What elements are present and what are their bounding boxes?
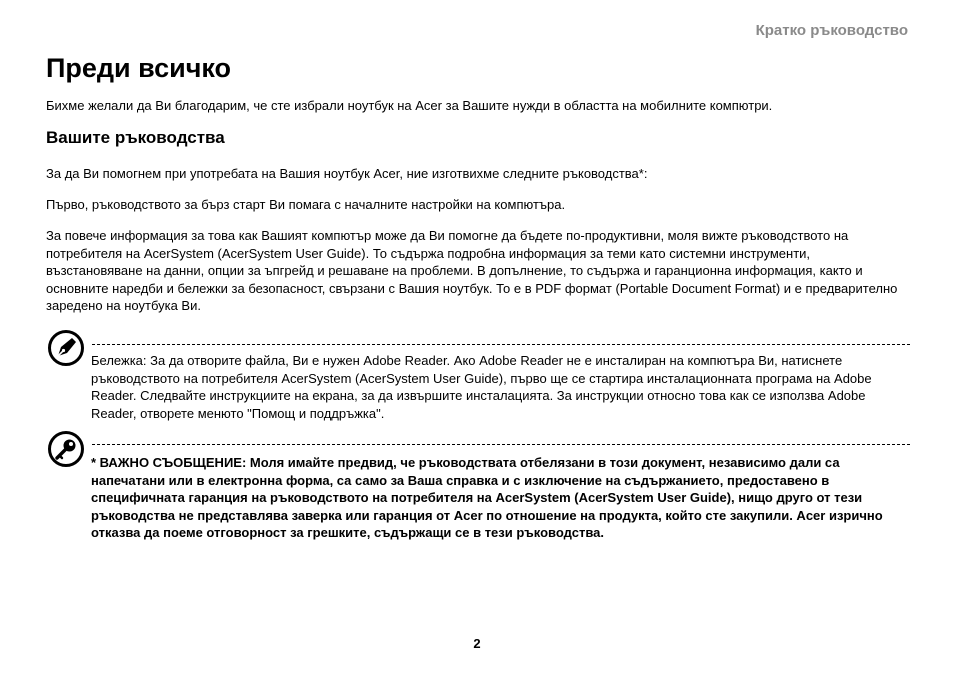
- pen-note-icon: [47, 329, 85, 367]
- note-text: Бележка: За да отворите файла, Ви е нужен Adobe Reader. Ако Adobe Reader не е инсталиран на компютъра Ви, натиснете ръководството на потребителя AcerSystem (AcerSystem User Guide), първо ще се стартира инсталационната програма на Adobe Reader. Следвайте инструкциите на екрана, за да извършите инсталацията. За инструкции относно това как се използва Adobe Reader, отворете менюто "Помощ и поддръжка".: [91, 353, 872, 421]
- guides-paragraph-1: За да Ви помогнем при употребата на Вашия ноутбук Acer, ние изготвихме следните ръководства*:: [46, 166, 648, 181]
- intro-paragraph: Бихме желали да Ви благодарим, че сте избрали ноутбук на Acer за Вашите нужди в областта на мобилните компютри.: [46, 98, 773, 113]
- important-notice-text: * ВАЖНО СЪОБЩЕНИЕ: Моля имайте предвид, че ръководствата отбелязани в този документ, независимо дали са напечатани или в електронна форма, са само за Ваша справка и с изключение на съдържанието, предоставено в специфичната гаранция на ръководството на потребителя на AcerSystem (AcerSystem User Guide), нищо друго от тези ръководства не представлява заверка или гаранция от Acer по отношение на продукта, който сте закупили. Acer изрично отказва да поеме отговорност за грешките, съдържащи се в тези ръководства.: [91, 455, 883, 540]
- running-header: Кратко ръководство: [755, 22, 908, 39]
- important-divider: [92, 444, 910, 445]
- guides-paragraph-2: Първо, ръководството за бърз старт Ви помага с началните настройки на компютъра.: [46, 197, 566, 212]
- guides-paragraph-3: За повече информация за това как Вашият компютър може да Ви помогне да бъдете по-продуктивни, моля вижте ръководството на потребителя на AcerSystem (AcerSystem User Guide). То съдържа подробна информация за теми като системни инструменти, възстановяване на данни, опции за ъпгрейд и решаване на проблеми. В допълнение, то съдържа и гаранционна информация, както и основните наредби и бележки за безопасност, свързани с Вашия ноутбук. То е в PDF формат (Portable Document Format) и е предварително заредено на ноутбука Ви.: [46, 228, 898, 313]
- page-number: 2: [473, 636, 481, 651]
- section-title: Вашите ръководства: [46, 128, 225, 147]
- note-divider: [92, 344, 910, 345]
- key-important-icon: [47, 430, 85, 468]
- page-title: Преди всичко: [46, 53, 232, 83]
